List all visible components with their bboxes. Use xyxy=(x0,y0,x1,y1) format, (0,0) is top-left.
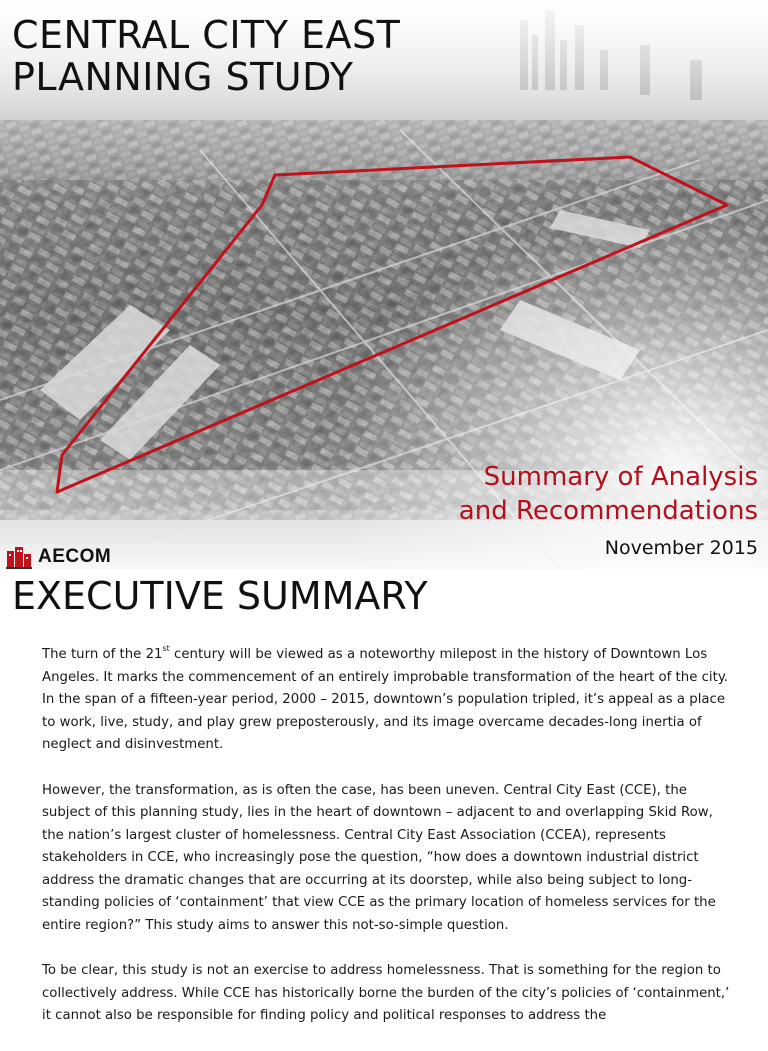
logo-group xyxy=(6,544,111,570)
paragraph-2: However, the transformation, as is often the case, has been uneven. Central City East (CCE), the subject of this planning study, lies in the heart of downtown – adjacent to and overlapping Skid Row, the nation’s largest cluster of homelessness. Central City East Association (CCEA), represents stakeholders in CCE, who increasingly pose the question, “how does a downtown industrial district address the dramatic changes that are occurring at its doorstep, while also being subject to long-standing policies of ‘containment’ that view CCE as the primary location of homeless services for the entire region?” This study aims to answer this not-so-simple question. xyxy=(42,782,716,933)
ordinal-suffix: st xyxy=(162,644,170,653)
paragraph-1 xyxy=(42,644,732,757)
cover-date: November 2015 xyxy=(604,537,758,559)
aecom-logo: AECOM xyxy=(38,546,112,567)
executive-summary-body xyxy=(42,644,732,1051)
cover-title xyxy=(12,14,400,98)
executive-summary-page xyxy=(0,570,768,1024)
cover-title-line1: CENTRAL CITY EAST xyxy=(12,13,401,57)
paragraph-3: To be clear, this study is not an exercise to address homelessness. That is something for the region to collectively address. While CCE has historically borne the burden of the city’s policies of ‘containment,’ it cannot also be responsible for finding policy and political responses to address the xyxy=(42,963,730,1023)
paragraph-1-rest: century will be viewed as a noteworthy milepost in the history of Downtown Los Angeles. It marks the commencement of an entirely improbable transformation of the heart of the city. In the span of a fifteen-year period, 2000 – 2015, downtown’s population tripled, it’s appeal as a place to work, live, study, and play grew preposterously, and its image overcame decades-long inertia of neglect and disinvestment. xyxy=(42,647,729,752)
cover-title-line2: PLANNING STUDY xyxy=(12,55,354,99)
executive-summary-title: EXECUTIVE SUMMARY xyxy=(12,574,428,618)
building-logo-icon xyxy=(6,545,32,569)
cover-subtitle xyxy=(459,460,758,528)
cover-subtitle-line1: Summary of Analysis xyxy=(483,462,758,492)
cover-subtitle-line2: and Recommendations xyxy=(458,496,758,526)
paragraph-1-start: The turn of the 21 xyxy=(42,647,163,662)
